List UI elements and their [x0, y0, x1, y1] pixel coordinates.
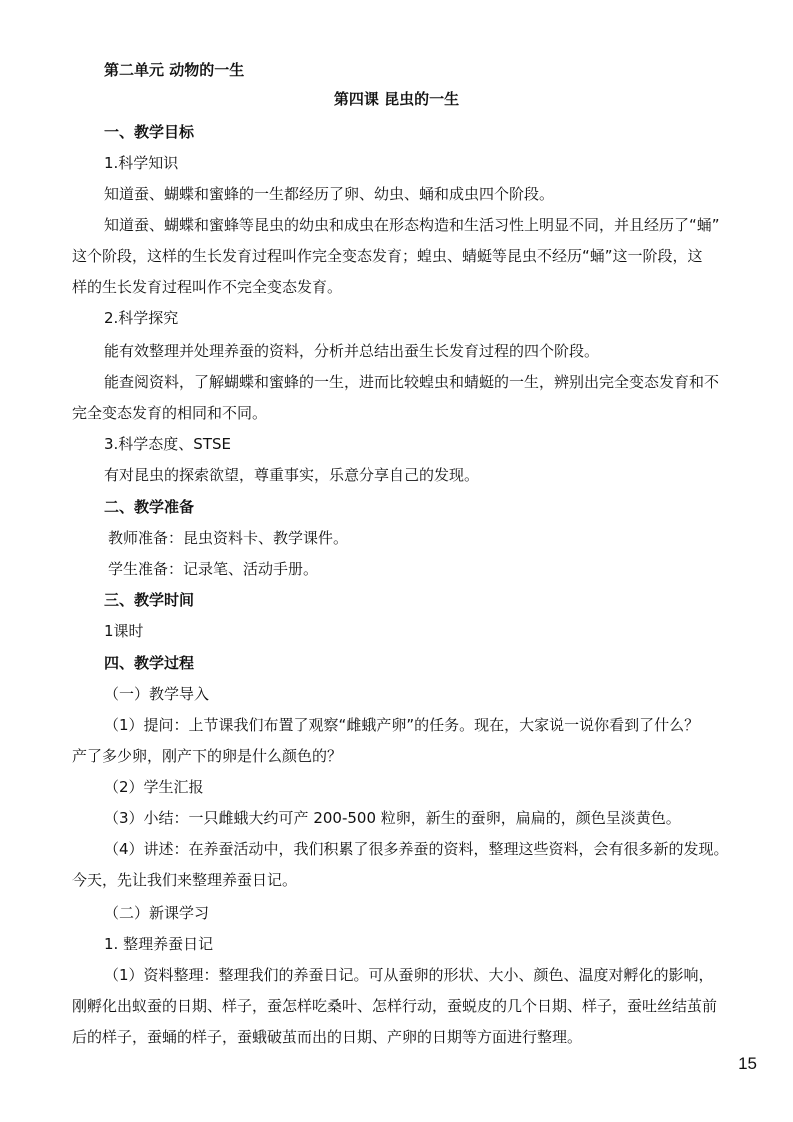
paragraph: 教师准备：昆虫资料卡、教学课件。	[108, 529, 349, 547]
subheading-introduction: （一）教学导入	[104, 685, 210, 703]
paragraph-line: 后的样子，蚕蛹的样子，蚕蛾破茧而出的日期、产卵的日期等方面进行整理。	[72, 1028, 583, 1046]
lesson-title: 第四课 昆虫的一生	[333, 90, 460, 108]
unit-heading: 第二单元 动物的一生	[104, 61, 245, 79]
section-heading-preparation: 二、教学准备	[104, 498, 195, 516]
paragraph: 知道蚕、蝴蝶和蜜蜂的一生都经历了卵、幼虫、蛹和成虫四个阶段。	[104, 185, 555, 203]
subheading-science-attitude: 3.科学态度、STSE	[104, 435, 231, 453]
paragraph-line: （1）资料整理：整理我们的养蚕日记。可从蚕卵的形状、大小、颜色、温度对孵化的影响，	[104, 966, 714, 984]
paragraph-line: 刚孵化出蚁蚕的日期、样子，蚕怎样吃桑叶、怎样行动，蚕蜕皮的几个日期、样子，蚕吐丝结茧前	[72, 997, 718, 1015]
paragraph: 能有效整理并处理养蚕的资料，分析并总结出蚕生长发育过程的四个阶段。	[104, 342, 600, 360]
subheading-science-inquiry: 2.科学探究	[104, 309, 179, 327]
paragraph: 1课时	[104, 622, 144, 640]
paragraph-line: 知道蚕、蝴蝶和蜜蜂等昆虫的幼虫和成虫在形态构造和生活习性上明显不同，并且经历了“蛹”	[104, 216, 720, 234]
paragraph-line: 这个阶段，这样的生长发育过程叫作完全变态发育；蝗虫、蜻蜓等昆虫不经历“蛹”这一阶段，这	[72, 247, 703, 265]
paragraph-line: 完全变态发育的相同和不同。	[72, 404, 268, 422]
paragraph-line: 样的生长发育过程叫作不完全变态发育。	[72, 278, 343, 296]
subheading-new-lesson: （二）新课学习	[104, 904, 210, 922]
paragraph: 有对昆虫的探索欲望，尊重事实，乐意分享自己的发现。	[104, 466, 480, 484]
subheading-silkworm-diary: 1. 整理养蚕日记	[104, 935, 214, 953]
section-heading-time: 三、教学时间	[104, 591, 195, 609]
paragraph: 学生准备：记录笔、活动手册。	[108, 560, 319, 578]
paragraph-line: （4）讲述：在养蚕活动中，我们积累了很多养蚕的资料，整理这些资料，会有很多新的发现。	[104, 840, 729, 858]
paragraph-line: 能查阅资料，了解蝴蝶和蜜蜂的一生，进而比较蝗虫和蜻蜓的一生，辨别出完全变态发育和不	[104, 373, 720, 391]
section-heading-objectives: 一、教学目标	[104, 123, 195, 141]
paragraph-line: 今天，先让我们来整理养蚕日记。	[72, 871, 298, 889]
section-heading-process: 四、教学过程	[104, 654, 195, 672]
paragraph: （2）学生汇报	[104, 778, 204, 796]
paragraph-line: （1）提问：上节课我们布置了观察“雌蛾产卵”的任务。现在，大家说一说你看到了什么？	[104, 716, 700, 734]
subheading-science-knowledge: 1.科学知识	[104, 154, 179, 172]
page-number: 15	[738, 1054, 757, 1073]
paragraph: （3）小结：一只雌蛾大约可产 200-500 粒卵，新生的蚕卵，扁扁的，颜色呈淡黄色。	[104, 809, 681, 827]
paragraph-line: 产了多少卵，刚产下的卵是什么颜色的？	[72, 747, 343, 765]
